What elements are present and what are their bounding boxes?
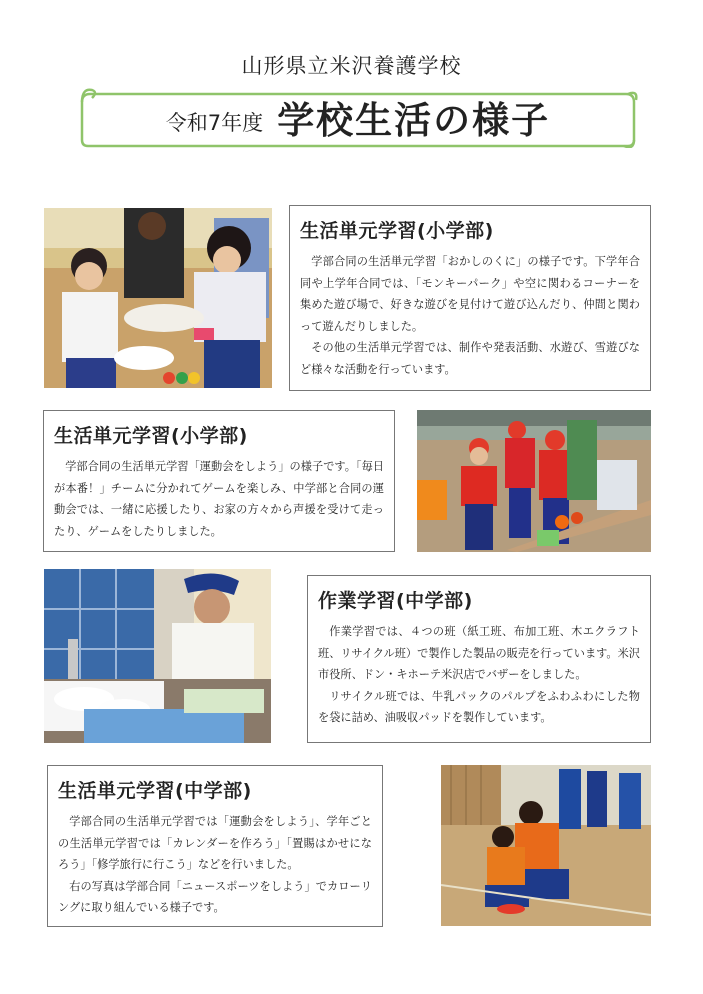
section-box-3 [307, 575, 651, 743]
photo-workshop [44, 569, 271, 743]
section-heading: 作業学習(中学部) [318, 590, 473, 612]
page-title: 学校生活の様子 [277, 99, 551, 142]
section-paragraph: 右の写真は学部合同「ニュースポーツをしよう」でカローリングに取り組んでいる様子です。 [58, 879, 372, 914]
section-box-2 [43, 410, 395, 552]
section-paragraph: 学部合同の生活単元学習「おかしのくに」の様子です。下学年合同や上学年合同では、「モンキーパーク」や空に関わるコーナーを集めた遊び場で、好きな遊びを見付けて遊び込んだり、仲間と関わって遊んだりしました。 [300, 255, 640, 333]
section-heading: 生活単元学習(中学部) [58, 780, 252, 802]
section-box-1 [289, 205, 651, 391]
year-label: 令和7年度 [165, 111, 264, 135]
section-heading: 生活単元学習(小学部) [300, 220, 494, 242]
photo-sweets-activity [44, 208, 272, 388]
section-paragraph: 作業学習では、４つの班（紙工班、布加工班、木エクラフト班、リサイクル班）で製作した製品の販売を行っています。米沢市役所、ドン・キホーテ米沢店でバザーをしました。 [318, 625, 640, 681]
title-banner [78, 86, 638, 148]
photo-curling [441, 765, 651, 926]
section-paragraph: その他の生活単元学習では、制作や発表活動、水遊び、雪遊びなど様々な活動を行っています。 [300, 341, 640, 376]
section-paragraph: リサイクル班では、牛乳パックのパルプをふわふわにした物を袋に詰め、油吸収パッドを製作しています。 [318, 689, 640, 724]
school-name: 山形県立米沢養護学校 [241, 54, 462, 78]
photo-sports-day [417, 410, 651, 552]
section-paragraph: 学部合同の生活単元学習では「運動会をしよう」、学年ごとの生活単元学習では「カレンダーを作ろう」「置賜はかせになろう」「修学旅行に行こう」などを行いました。 [58, 815, 372, 871]
section-heading: 生活単元学習(小学部) [54, 425, 248, 447]
section-box-4 [47, 765, 383, 927]
section-paragraph: 学部合同の生活単元学習「運動会をしよう」の様子です。「毎日が本番！」チームに分かれてゲームを楽しみ、中学部と合同の運動会では、一緒に応援したり、お家の方々から声援を受けて走ったり、ゲームをしたりしました。 [54, 460, 384, 538]
